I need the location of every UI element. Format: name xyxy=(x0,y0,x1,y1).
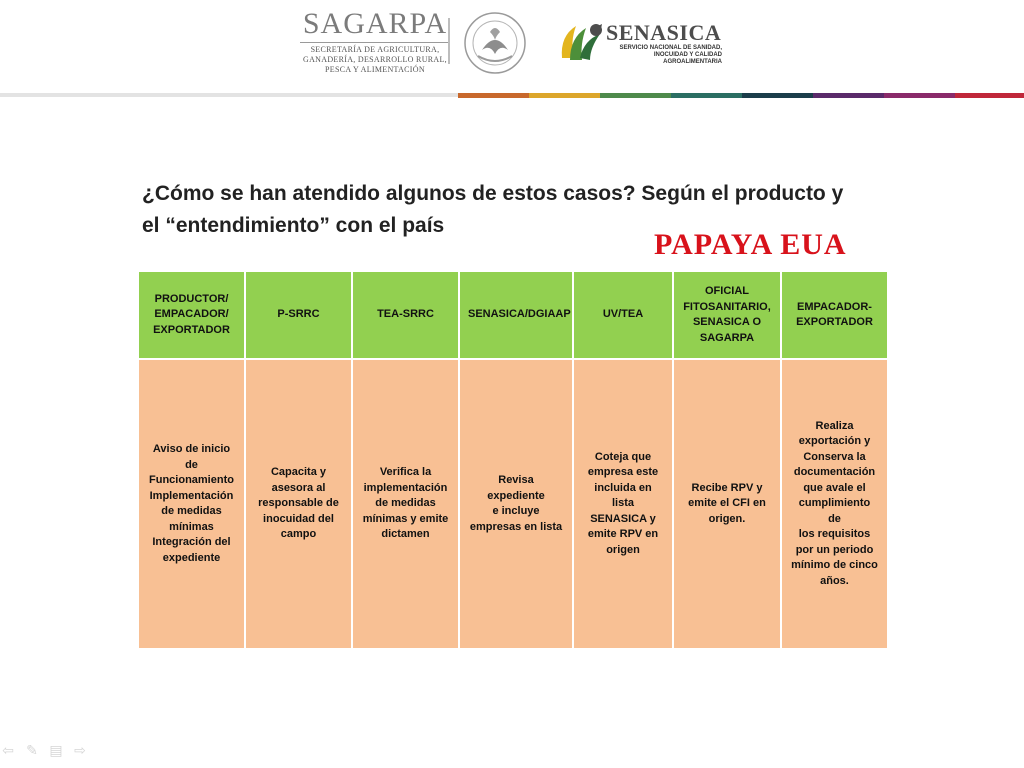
process-table xyxy=(137,270,889,650)
cell-empacador-exportador: Realiza exportación y Conserva la documentación que avale el cumplimiento de los requisitos por un periodo mínimo de cinco años. xyxy=(781,359,888,649)
senasica-logo-title: SENASICA xyxy=(606,20,722,45)
cell-uv-tea: Coteja que empresa este incluida en lista SENASICA y emite RPV en origen xyxy=(573,359,673,649)
cell-oficial-fitosanitario: Recibe RPV y emite el CFI en origen. xyxy=(673,359,781,649)
sagarpa-logo xyxy=(300,8,450,75)
color-strip-segment xyxy=(671,93,742,98)
color-strip-segment xyxy=(529,93,600,98)
mexico-seal-icon xyxy=(460,10,530,76)
cell-senasica-dgiaap: Revisa expediente e incluye empresas en lista xyxy=(459,359,573,649)
senasica-logo xyxy=(556,18,726,68)
table-header-row xyxy=(138,271,888,359)
slide-subtitle: PAPAYA EUA xyxy=(654,228,847,261)
logo-divider xyxy=(448,18,450,64)
color-strip-segment xyxy=(813,93,884,98)
cell-productor: Aviso de inicio de Funcionamiento Implementación de medidas mínimas Integración del expediente xyxy=(138,359,245,649)
color-strip-segment xyxy=(955,93,1024,98)
header-p-srrc: P-SRRC xyxy=(245,271,352,359)
table-row xyxy=(138,359,888,649)
slide-header xyxy=(0,0,1024,100)
senasica-logo-subtitle: SERVICIO NACIONAL DE SANIDAD, INOCUIDAD Y CALIDAD AGROALIMENTARIA xyxy=(619,45,722,65)
slide-nav-controls xyxy=(0,742,88,759)
arrow-left-icon[interactable]: ⇦ xyxy=(2,742,14,758)
color-strip-segment xyxy=(458,93,529,98)
color-strip-segment xyxy=(742,93,813,98)
color-strip-segment xyxy=(600,93,671,98)
header-uv-tea: UV/TEA xyxy=(573,271,673,359)
cell-tea-srrc: Verifica la implementación de medidas mínimas y emite dictamen xyxy=(352,359,459,649)
header-tea-srrc: TEA-SRRC xyxy=(352,271,459,359)
arrow-right-icon[interactable]: ⇨ xyxy=(74,742,86,758)
slide-question: ¿Cómo se han atendido algunos de estos casos? Según el producto y el “entendimiento” con el país xyxy=(142,182,844,237)
senasica-emblem-icon xyxy=(556,18,606,66)
sagarpa-logo-title: SAGARPA xyxy=(300,8,450,43)
cell-p-srrc: Capacita y asesora al responsable de inocuidad del campo xyxy=(245,359,352,649)
header-empacador-exportador: EMPACADOR- EXPORTADOR xyxy=(781,271,888,359)
sagarpa-logo-subtitle: SECRETARÍA DE AGRICULTURA, GANADERÍA, DESARROLLO RURAL, PESCA Y ALIMENTACIÓN xyxy=(303,45,447,74)
header-color-strip xyxy=(458,93,1024,98)
menu-icon[interactable]: ▤ xyxy=(49,742,63,758)
pen-icon[interactable]: ✎ xyxy=(26,742,38,758)
color-strip-segment xyxy=(884,93,955,98)
header-oficial-fitosanitario: OFICIAL FITOSANITARIO, SENASICA O SAGARPA xyxy=(673,271,781,359)
header-senasica-dgiaap: SENASICA/DGIAAP xyxy=(459,271,573,359)
header-productor: PRODUCTOR/ EMPACADOR/ EXPORTADOR xyxy=(138,271,245,359)
